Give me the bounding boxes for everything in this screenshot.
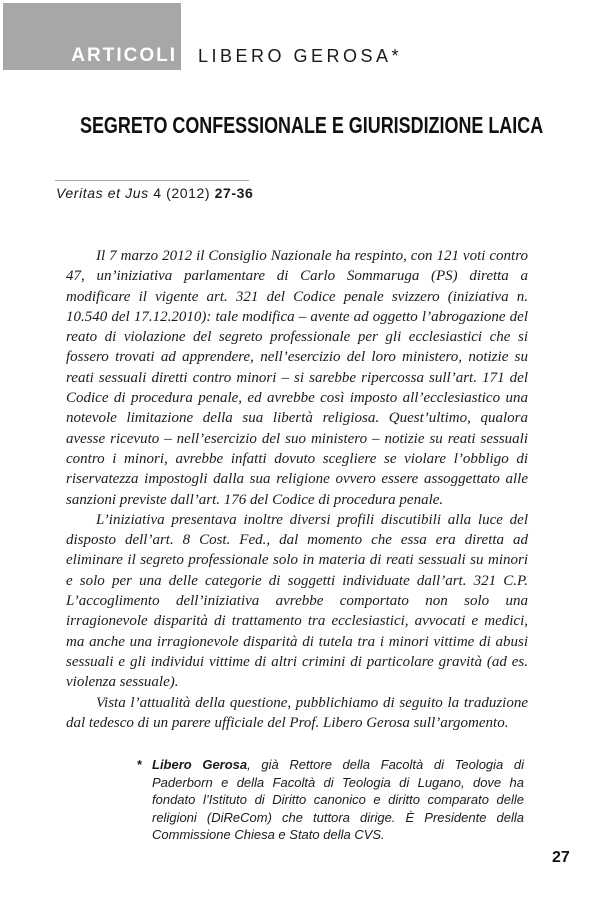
footnote-author-name: Libero Gerosa	[152, 757, 248, 772]
footnote-marker: *	[137, 757, 143, 772]
section-label: ARTICOLI	[71, 45, 177, 66]
body-paragraph: L’iniziativa presentava inoltre diversi profili discutibili alla luce del disposto dell’art. 8 Cost. Fed., dal momento che essa era diretta ad eliminare il segreto professionale solo in materia di reati sessuali su minori e solo per una delle categorie di soggetti individuate dall’art. 321 C.P. L’accoglimento dell’iniziativa avrebbe comportato non solo una irragionevole disparità di trattamento tra ecclesiastici, avvocati e medici, ma anche una irragionevole disparità di tutela tra i minori vittime di abusi sessuali e gli individui vittime di altri crimini di particolare gravità (ad es. violenza sessuale).	[66, 511, 528, 691]
journal-name: Veritas et Jus	[56, 185, 149, 201]
article-body	[66, 246, 528, 733]
footnote-text	[152, 756, 524, 844]
body-paragraph: Il 7 marzo 2012 il Consiglio Nazionale ha respinto, con 121 voti contro 47, un’iniziativa parlamentare di Carlo Sommaruga (PS) diretta a modificare il vigente art. 321 del Codice penale svizzero (iniziativa n. 10.540 del 17.12.2010): tale modifica – avente ad oggetto l’abrogazione del reato di violazione del segreto professionale per gli ecclesiastici che si fossero trovati ad apprendere, nell’esercizio del loro ministero, notizie su reati sessuali diretti contro minori – si sarebbe ripercossa sull’art. 171 del Codice di procedura penale, ed avrebbe così imposto all’ecclesiastico una notevole limitazione della sua libertà religiosa. Quest’ultimo, qualora avesse ricevuto – nell’esercizio del suo ministero – notizie su reati sessuali contro i minori, avrebbe infatti dovuto scegliere se violare l’obbligo di riservatezza impostogli dalla sua religione ovvero essere assoggettato alle sanzioni previste dall’art. 176 del Codice di procedura penale.	[66, 248, 528, 508]
page-number: 27	[552, 849, 570, 866]
footnote-block	[137, 756, 524, 844]
author-name: LIBERO GEROSA*	[198, 46, 403, 66]
page-range: 27-36	[214, 185, 254, 201]
section-band	[3, 3, 181, 70]
journal-issue: 4 (2012)	[148, 185, 215, 201]
article-title: SEGRETO CONFESSIONALE E GIURISDIZIONE LAICA	[80, 112, 544, 138]
citation-line	[56, 185, 253, 201]
footnote-body: , già Rettore della Facoltà di Teologia di Paderborn e della Facoltà di Teologia di Lugano, dove ha fondato l’Istituto di Diritto canonico e diritto comparato delle religioni (DiReCom) che tuttora dirige. È Presidente della Commissione Chiesa e Stato della CVS.	[152, 757, 524, 842]
citation-rule	[55, 180, 249, 181]
body-paragraph: Vista l’attualità della questione, pubblichiamo di seguito la traduzione dal tedesco di un parere ufficiale del Prof. Libero Gerosa sull’argomento.	[66, 694, 528, 731]
